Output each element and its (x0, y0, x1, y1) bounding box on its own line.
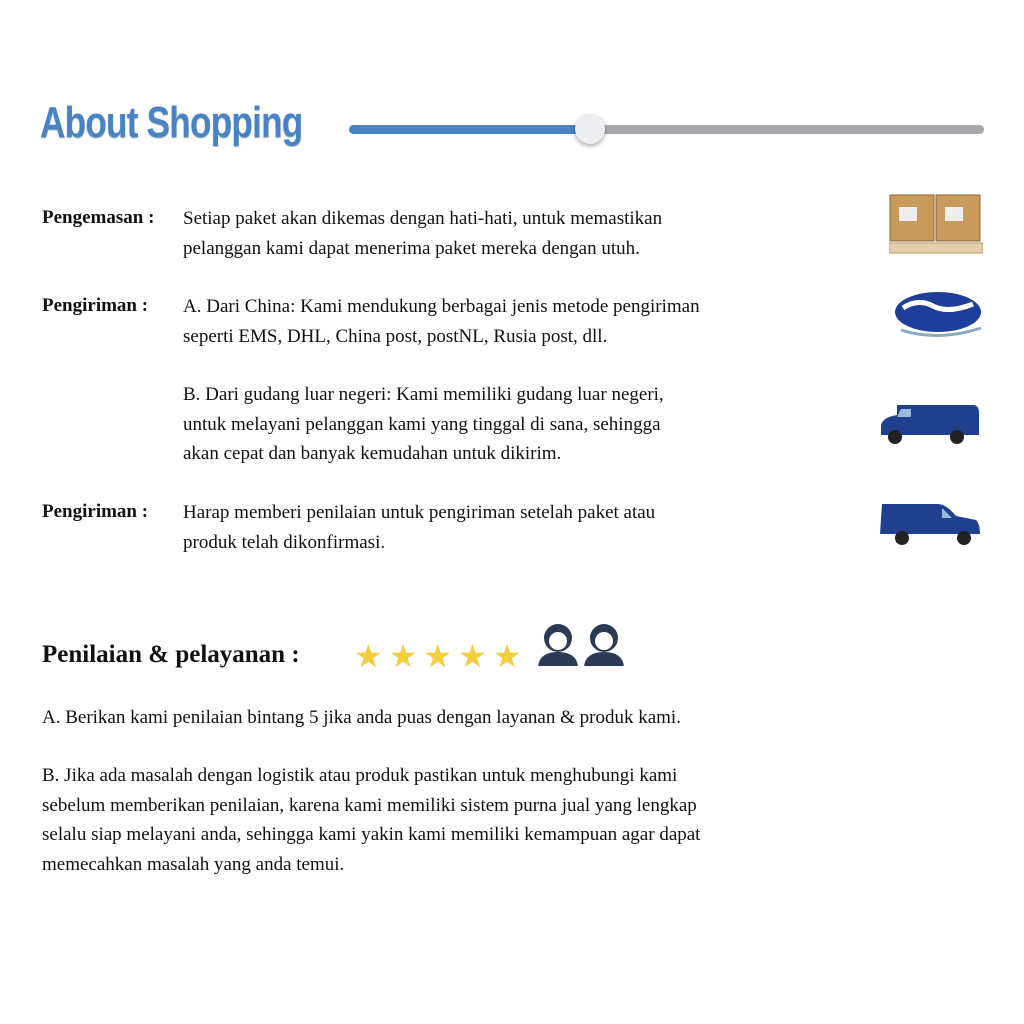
text-line: akan cepat dan banyak kemudahan untuk dikirim. (183, 443, 562, 464)
star-icon: ★ (492, 637, 522, 675)
progress-slider[interactable] (349, 125, 984, 134)
rating-paragraph-a: A. Berikan kami penilaian bintang 5 jika anda puas dengan layanan & produk kami. (42, 707, 681, 728)
shipping-china-text (183, 292, 700, 351)
text-line: Harap memberi penilaian untuk pengiriman setelah paket atau (183, 502, 656, 523)
text-line: A. Dari China: Kami mendukung berbagai jenis metode pengiriman (183, 296, 700, 317)
five-star-rating (354, 637, 522, 675)
delivery-van-icon (877, 401, 983, 447)
slider-fill (349, 125, 590, 134)
text-line: untuk melayani pelanggan kami yang tinggal di sana, sehingga (183, 413, 661, 435)
label-packaging: Pengemasan : (42, 207, 155, 228)
star-icon: ★ (458, 637, 487, 675)
text-line: Setiap paket akan dikemas dengan hati-hati, untuk memastikan (183, 208, 663, 229)
packaging-text (183, 204, 662, 263)
text-line: B. Dari gudang luar negeri: Kami memiliki gudang luar negeri, (183, 384, 664, 405)
rating-paragraph-b (42, 761, 700, 879)
slider-thumb[interactable] (575, 114, 605, 144)
package-boxes-icon (889, 193, 983, 255)
text-line: memecahkan masalah yang anda temui. (42, 853, 345, 875)
text-line: sebelum memberikan penilaian, karena kami memiliki sistem purna jual yang lengkap (42, 794, 697, 816)
page-title: About Shopping (40, 98, 303, 147)
customer-service-agents-icon (536, 620, 628, 668)
text-line: selalu siap melayani anda, sehingga kami yakin kami memiliki kemampuan agar dapat (42, 824, 701, 845)
star-icon: ★ (354, 637, 383, 675)
star-icon: ★ (388, 637, 418, 675)
shipping-review-text (183, 498, 655, 557)
label-shipping: Pengiriman : (42, 295, 149, 316)
star-icon: ★ (423, 637, 453, 675)
delivery-van-icon (876, 500, 984, 548)
rating-heading: Penilaian & pelayanan : (42, 641, 300, 668)
text-line: produk telah dikonfirmasi. (183, 531, 386, 553)
text-line: B. Jika ada masalah dengan logistik atau produk pastikan untuk menghubungi kami (42, 765, 678, 786)
shipping-warehouse-text (183, 380, 664, 469)
text-line: seperti EMS, DHL, China post, postNL, Rusia post, dll. (183, 325, 608, 347)
world-map-icon (893, 290, 983, 345)
label-shipping-review: Pengiriman : (42, 501, 149, 522)
text-line: pelanggan kami dapat menerima paket mereka dengan utuh. (183, 237, 640, 259)
